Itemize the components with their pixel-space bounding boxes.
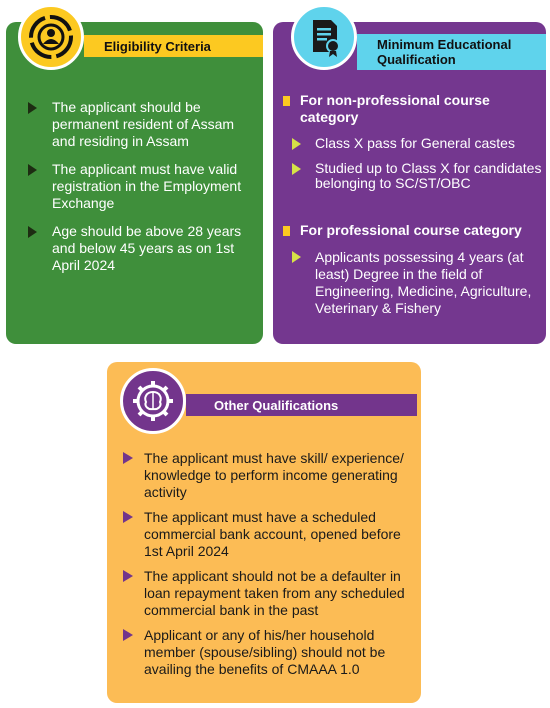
education-title: Minimum Educational Qualification (357, 34, 546, 70)
list-item: Studied up to Class X for candidates belonging to SC/ST/OBC (283, 161, 543, 191)
triangle-bullet-icon (123, 629, 133, 641)
list-item: Class X pass for General castes (283, 136, 543, 151)
eligibility-title: Eligibility Criteria (84, 35, 263, 57)
professional-section (283, 222, 543, 327)
list-item: The applicant should be permanent resident of Assam and residing in Assam (22, 99, 258, 150)
triangle-bullet-icon (123, 570, 133, 582)
non-professional-list (283, 136, 543, 191)
eligibility-list (22, 99, 258, 285)
section-heading: For professional course category (283, 222, 543, 239)
list-item: Applicant or any of his/her household member (spouse/sibling) should not be availing the benefits of CMAAA 1.0 (118, 627, 418, 678)
other-title: Other Qualifications (186, 394, 417, 416)
list-item: The applicant must have valid registration in the Employment Exchange (22, 161, 258, 212)
triangle-bullet-icon (28, 164, 37, 176)
list-item: The applicant must have a scheduled commercial bank account, opened before 1st April 2024 (118, 509, 418, 560)
list-item: Age should be above 28 years and below 45 years as on 1st April 2024 (22, 223, 258, 274)
triangle-bullet-icon (28, 102, 37, 114)
triangle-bullet-icon (123, 452, 133, 464)
triangle-bullet-icon (28, 226, 37, 238)
square-bullet-icon (283, 96, 290, 106)
triangle-bullet-icon (292, 251, 301, 263)
list-item: The applicant should not be a defaulter in loan repayment taken from any scheduled commercial bank in the past (118, 568, 418, 619)
brain-gear-icon (120, 368, 186, 434)
person-target-icon (18, 4, 84, 70)
section-heading: For non-professional course category (283, 92, 543, 126)
list-item: The applicant must have skill/ experience/ knowledge to perform income generating activity (118, 450, 418, 501)
certificate-icon (291, 4, 357, 70)
triangle-bullet-icon (292, 163, 301, 175)
non-professional-section (283, 92, 543, 201)
triangle-bullet-icon (123, 511, 133, 523)
list-item: Applicants possessing 4 years (at least) Degree in the field of Engineering, Medicine, Agriculture, Veterinary & Fishery (283, 249, 543, 317)
square-bullet-icon (283, 226, 290, 236)
triangle-bullet-icon (292, 138, 301, 150)
professional-list (283, 249, 543, 317)
other-list (118, 450, 418, 686)
